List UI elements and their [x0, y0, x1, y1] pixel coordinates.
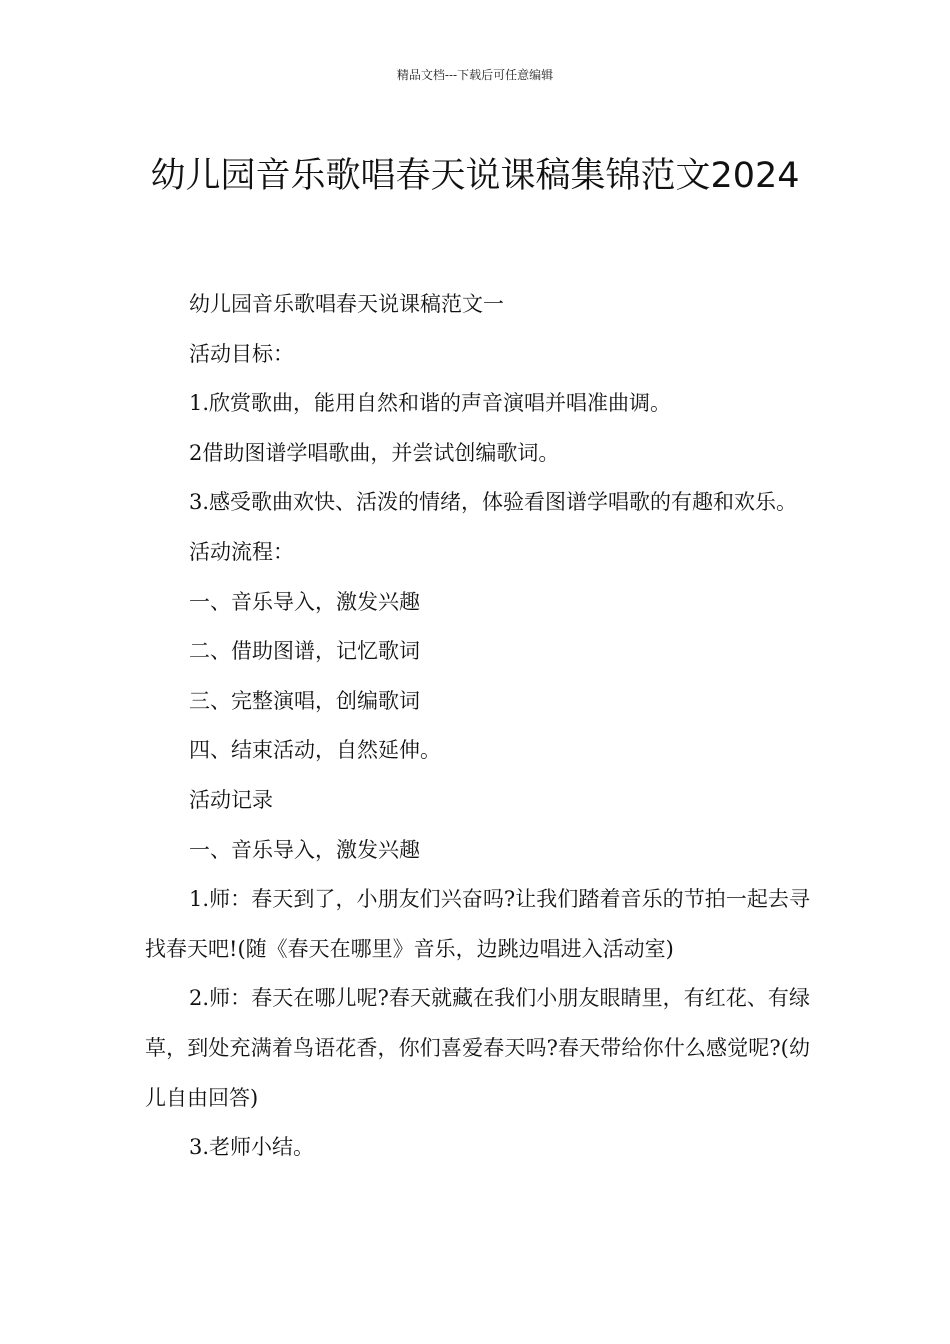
paragraph: 1.师：春天到了，小朋友们兴奋吗?让我们踏着音乐的节拍一起去寻找春天吧!(随《春天在哪里》音乐，边跳边唱进入活动室)	[145, 887, 810, 961]
section-heading: 幼儿园音乐歌唱春天说课稿范文一	[189, 292, 504, 316]
paragraph: 2.师：春天在哪儿呢?春天就藏在我们小朋友眼睛里，有红花、有绿草，到处充满着鸟语花香，你们喜爱春天吗?春天带给你什么感觉呢?(幼儿自由回答)	[145, 986, 810, 1110]
paragraph: 一、音乐导入，激发兴趣	[189, 589, 420, 614]
document-body	[145, 280, 810, 1173]
paragraph: 三、完整演唱，创编歌词	[189, 688, 420, 713]
paragraph: 活动记录	[189, 787, 273, 812]
paragraph: 活动目标：	[189, 341, 294, 366]
paragraph: 3.老师小结。	[189, 1135, 315, 1160]
page-header: 精品文档---下载后可任意编辑	[396, 68, 554, 82]
document-title: 幼儿园音乐歌唱春天说课稿集锦范文2024	[150, 156, 800, 197]
paragraph: 一、音乐导入，激发兴趣	[189, 837, 420, 862]
paragraph: 3.感受歌曲欢快、活泼的情绪，体验看图谱学唱歌的有趣和欢乐。	[189, 490, 798, 515]
paragraph: 2借助图谱学唱歌曲，并尝试创编歌词。	[189, 440, 560, 465]
paragraph: 活动流程：	[189, 539, 294, 564]
paragraph: 1.欣赏歌曲，能用自然和谐的声音演唱并唱准曲调。	[189, 391, 672, 416]
paragraph: 二、借助图谱，记忆歌词	[189, 639, 420, 664]
paragraph: 四、结束活动，自然延伸。	[189, 738, 441, 763]
